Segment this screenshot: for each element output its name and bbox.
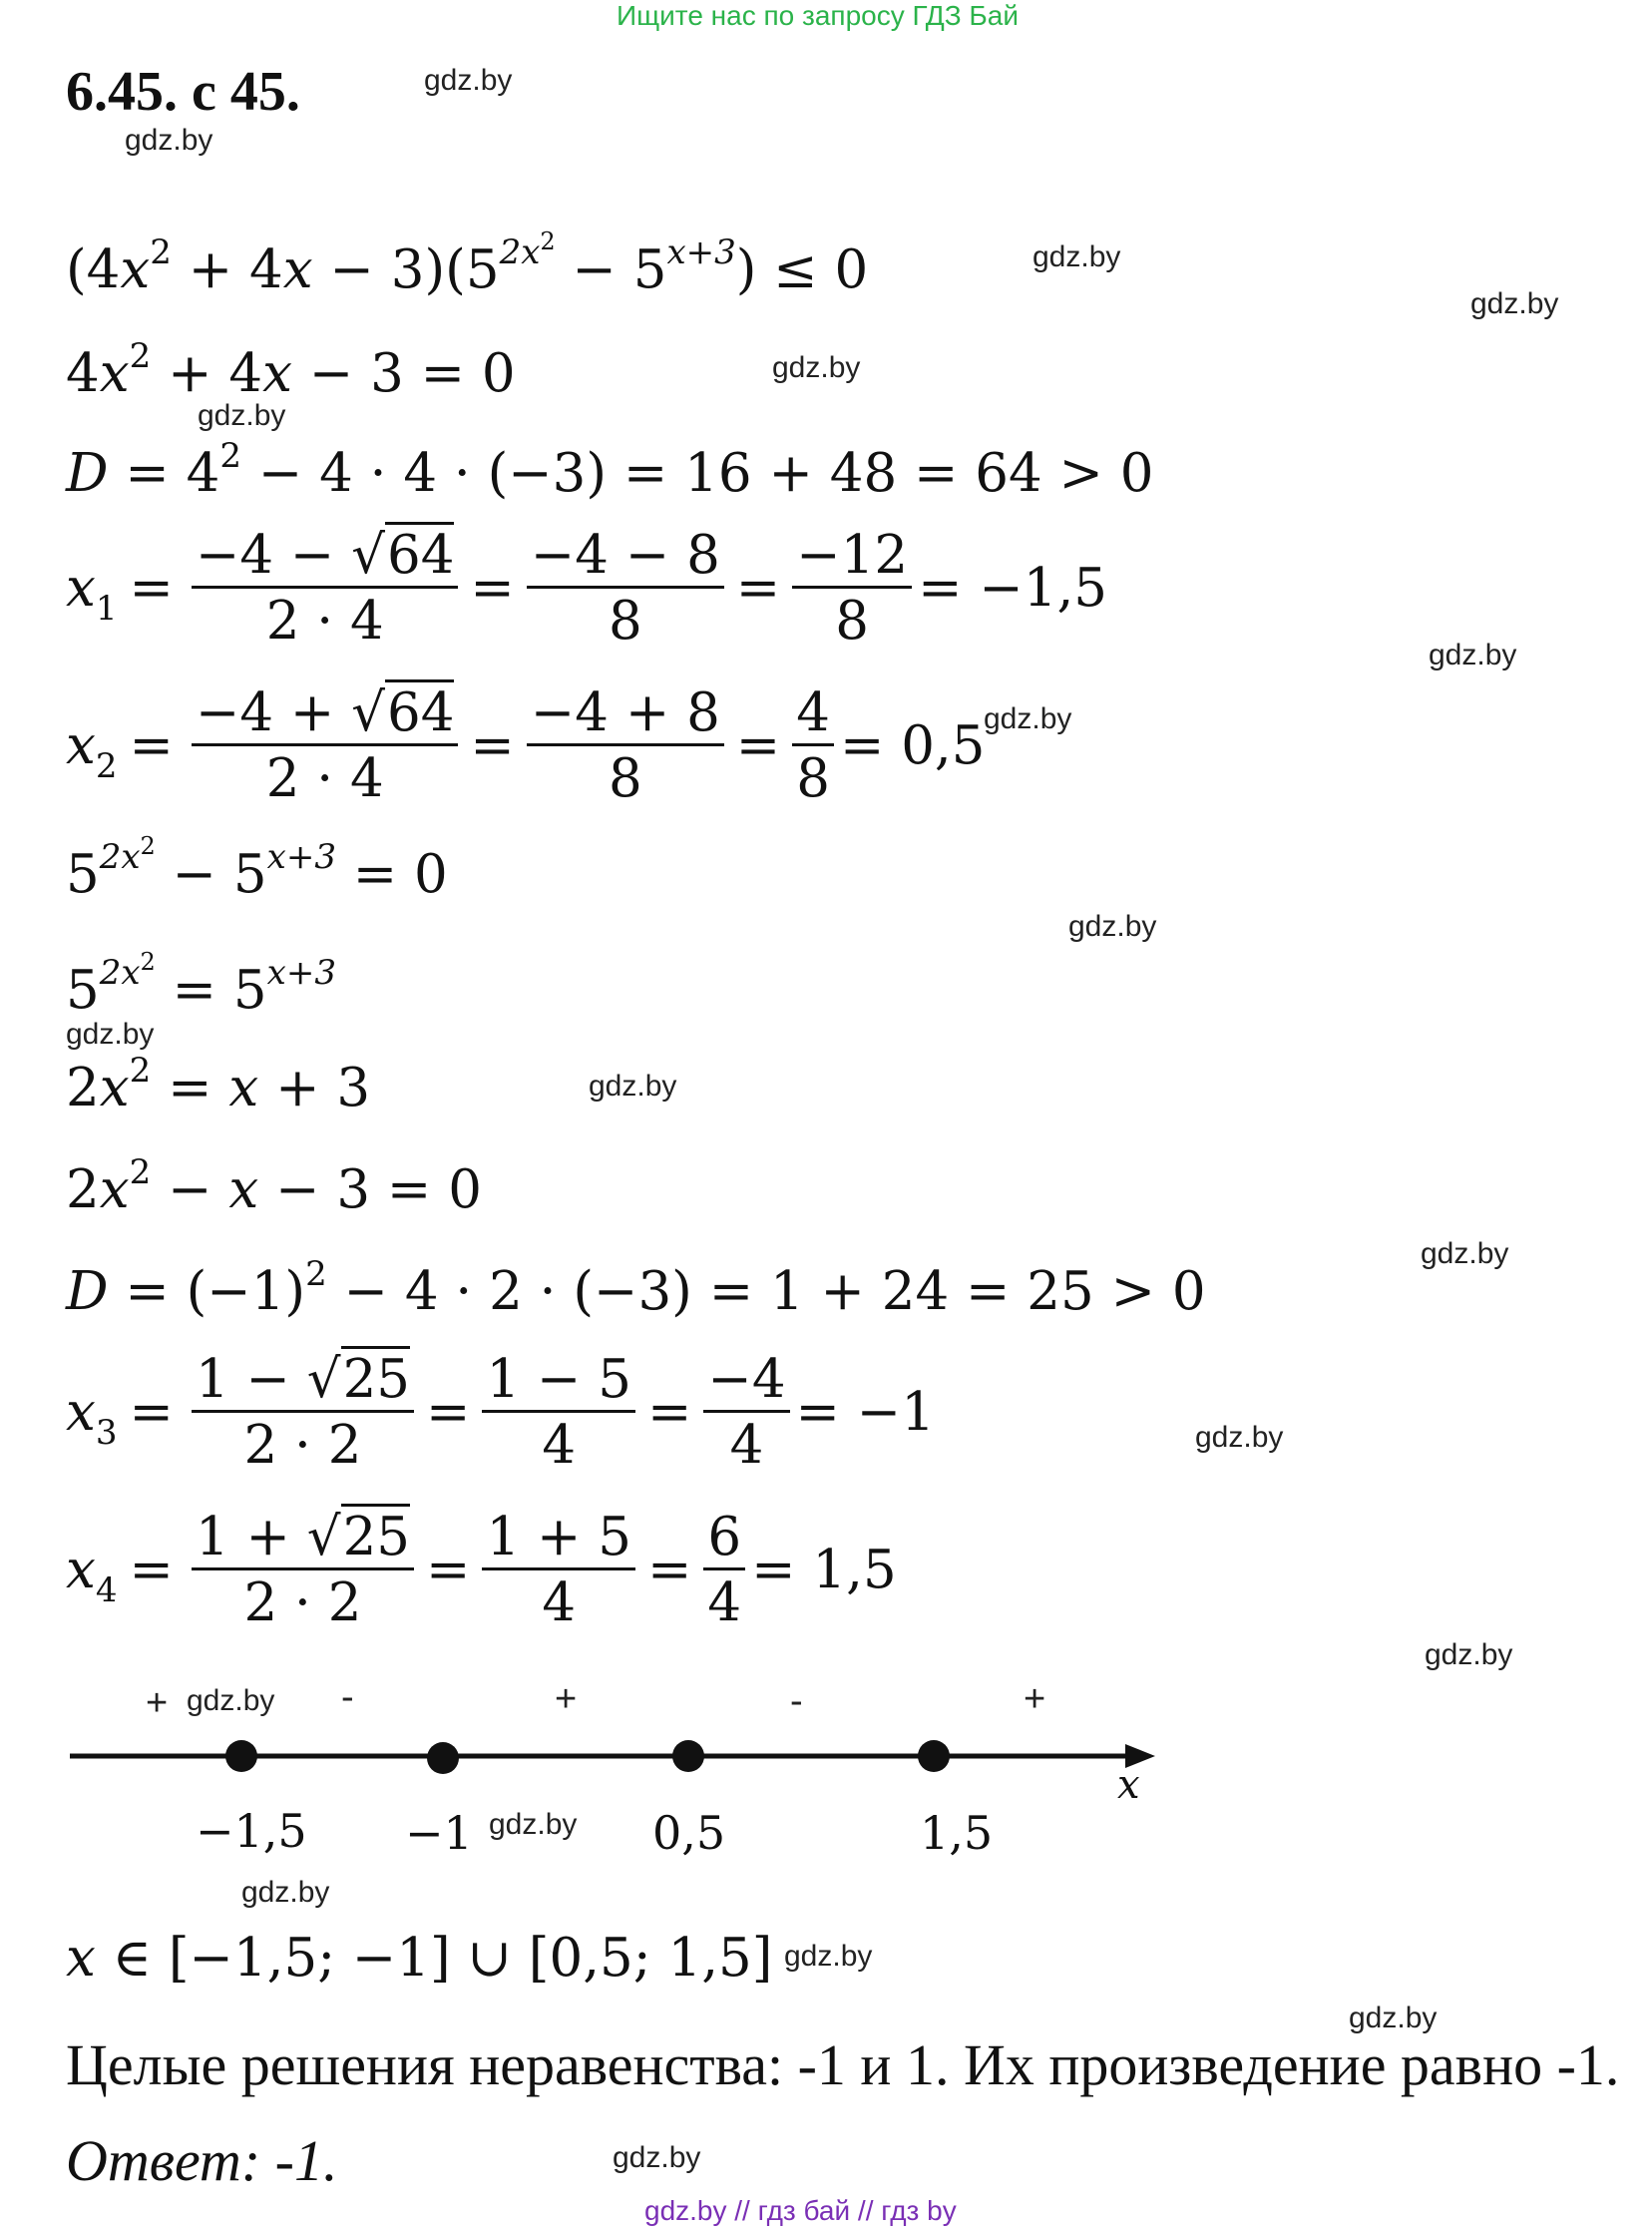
interval-sign: - [790, 1680, 803, 1722]
interval-sign: - [341, 1676, 354, 1718]
footer-links[interactable]: gdz.by // гдз бай // гдз by [644, 2195, 957, 2226]
discriminant-1: $D = 4^2 - 4 \cdot 4 \cdot (-3) = 16 + 48 = 64 > 0$ [66, 436, 1154, 504]
watermark: gdz.by [784, 1940, 873, 1973]
root-x1: $x_1$ = $\frac{-4 - √64}{2 \cdot 4}$ = $\frac{-4 - 8}{8}$ = $\frac{-12}{8}$ = −1,5 [66, 529, 1107, 648]
root-x3: $x_3$ = $\frac{1 - √25}{2 \cdot 2}$ = $\frac{1 - 5}{4}$ = $\frac{-4}{4}$ = −1 [66, 1353, 935, 1472]
answer-text: Ответ: -1. [66, 2128, 338, 2193]
watermark: gdz.by [424, 64, 513, 97]
watermark: gdz.by [772, 351, 861, 384]
watermark: gdz.by [489, 1808, 578, 1841]
interval-sign: + [555, 1678, 578, 1720]
tick-label: 1,5 [920, 1806, 994, 1860]
watermark: gdz.by [613, 2141, 701, 2174]
root-x2: $x_2$ = $\frac{-4 + √64}{2 \cdot 4}$ = $\frac{-4 + 8}{8}$ = $\frac{4}{8}$ = 0,5 [66, 686, 986, 805]
exponential-equation-2: $5^{2x^2} = 5^{x+3}$ [66, 948, 336, 1021]
root-x4: $x_4$ = $\frac{1 + √25}{2 \cdot 2}$ = $\frac{1 + 5}{4}$ = $\frac{6}{4}$ = 1,5 [66, 1511, 897, 1629]
quadratic-equation-1: $4x^2 + 4x - 3 = 0$ [66, 336, 516, 404]
tick-label: −1,5 [196, 1804, 307, 1858]
inequality-line: $(4x^2 + 4x - 3)(5^{2x^2} - 5^{x+3}) \le 0$ [66, 227, 869, 300]
exponential-equation-1: $5^{2x^2} - 5^{x+3} = 0$ [66, 832, 448, 905]
watermark: gdz.by [1429, 639, 1517, 671]
watermark: gdz.by [1349, 2002, 1438, 2034]
point-marker-0-5 [672, 1740, 704, 1772]
exponent-equation: $2x^2 = x + 3$ [66, 1051, 371, 1118]
watermark: gdz.by [1470, 287, 1559, 320]
interval-sign: + [1024, 1678, 1046, 1720]
quadratic-equation-2: $2x^2 - x - 3 = 0$ [66, 1152, 482, 1220]
watermark: gdz.by [1421, 1237, 1509, 1270]
watermark: gdz.by [1425, 1638, 1513, 1671]
watermark: gdz.by [66, 1018, 155, 1051]
axis-label: x [1117, 1762, 1140, 1808]
watermark: gdz.by [1032, 240, 1121, 273]
point-marker-1-5 [918, 1740, 950, 1772]
tick-label: 0,5 [652, 1806, 726, 1860]
solution-set: x ∈ [−1,5; −1] ∪ [0,5; 1,5] [66, 1928, 773, 1989]
interval-sign: + [146, 1682, 169, 1724]
point-marker-neg-1 [427, 1742, 459, 1774]
watermark: gdz.by [589, 1070, 677, 1103]
header-banner: Ищите нас по запросу ГДЗ Бай [617, 0, 1020, 31]
discriminant-2: $D = (-1)^2 - 4 \cdot 2 \cdot (-3) = 1 + 24 = 25 > 0$ [66, 1254, 1206, 1322]
problem-title: 6.45. с 45. [66, 61, 300, 123]
watermark: gdz.by [198, 399, 286, 432]
watermark: gdz.by [241, 1876, 330, 1909]
conclusion-text: Целые решения неравенства: -1 и 1. Их произведение равно -1. [66, 2032, 1620, 2097]
watermark: gdz.by [1068, 910, 1157, 943]
watermark: gdz.by [125, 124, 213, 157]
point-marker-neg-1-5 [225, 1740, 257, 1772]
watermark: gdz.by [187, 1684, 275, 1717]
watermark: gdz.by [1195, 1421, 1284, 1454]
watermark: gdz.by [984, 702, 1072, 735]
tick-label: −1 [405, 1806, 473, 1860]
